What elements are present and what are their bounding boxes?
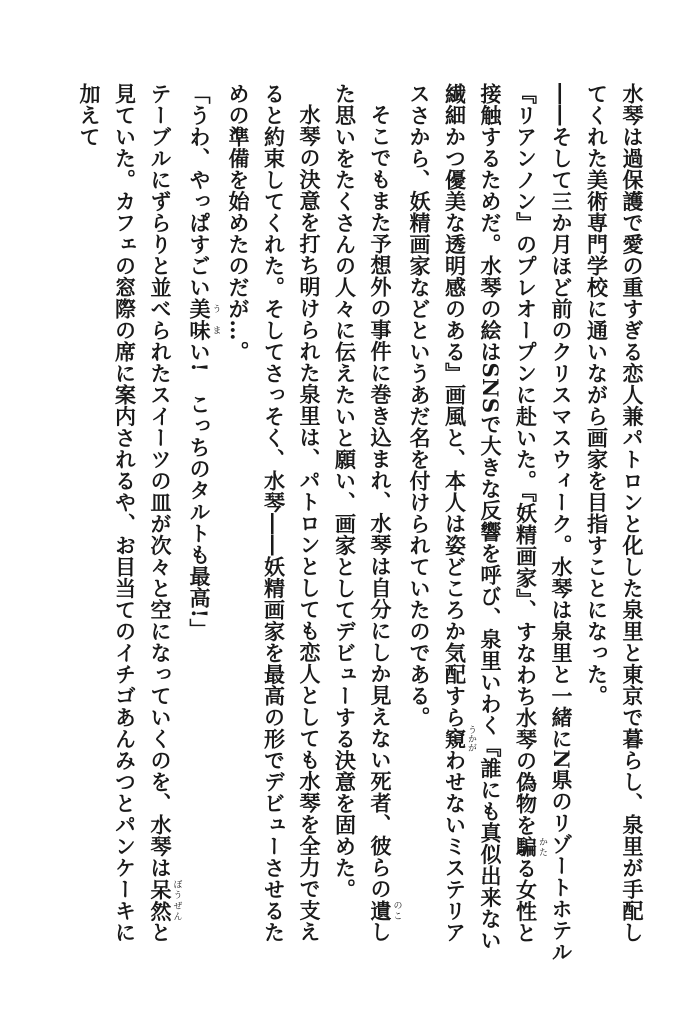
text-run: わせないミステリアスさから、妖精画家などというあだ名を付けられていたのである。 xyxy=(407,83,468,943)
ruby-word xyxy=(442,725,476,753)
text-run: テーブルにずらりと並べられたスイーツの皿が次々と空になっていくのを、水琴は xyxy=(148,83,173,879)
dialogue-paragraph xyxy=(182,83,221,963)
text-run: る女性と接触するためだ。水琴の絵はSNSで大きな反響を呼び、泉里いわく『誰にも真似出来ない繊細かつ優美な透明感のある』画風と、本人は姿どころか気配すら xyxy=(442,83,539,952)
ruby-base: 騙 xyxy=(513,836,539,858)
paragraph xyxy=(327,83,402,963)
ruby-reading: のこ xyxy=(391,899,402,921)
ruby-reading: ぼうぜん xyxy=(171,878,182,922)
text-run: した思いをたくさんの人々に伝えたいと願い、画家としてデビューする決意を固めた。 xyxy=(332,83,393,943)
ruby-base: 美味 xyxy=(187,298,212,341)
ruby-base: 遺 xyxy=(368,899,393,921)
ruby-word xyxy=(187,298,221,341)
paragraph xyxy=(221,83,328,963)
text-run: と見ていた。カフェの窓際の席に案内されるや、お目当てのイチゴあんみつとパンケーキに加えて xyxy=(77,83,173,943)
ruby-reading: うま xyxy=(210,298,221,341)
paragraph xyxy=(72,83,182,963)
ruby-reading: うかが xyxy=(466,725,476,753)
text-run: 「うわ、やっぱすごい xyxy=(187,83,212,298)
text-run: 水琴は過保護で愛の重すぎる恋人兼パトロンと化した泉里と東京で暮らし、泉里が手配してくれた美術専門学校に通いながら画家を目指すことになった。 xyxy=(584,83,645,943)
ruby-word xyxy=(368,899,402,922)
text-run: 水琴の決意を打ち明けられた泉里は、パトロンとしても恋人としても水琴を全力で支えると約束してくれた。そしてさっそく、水琴――妖精画家を最高の形でデビューさせるための準備を始めたのだが…。 xyxy=(226,83,322,943)
ruby-base: 呆然 xyxy=(148,878,173,922)
ruby-word xyxy=(513,836,547,858)
ruby-reading: かた xyxy=(537,836,547,858)
ruby-word xyxy=(148,878,182,922)
ruby-base: 窺 xyxy=(442,725,468,753)
novel-text xyxy=(60,83,650,963)
text-run: ――そして三か月ほど前のクリスマスウィーク。水琴は泉里と一緒にN県のリゾートホテル『リアンノン』のプレオープンに赴いた。『妖精画家』、すなわち水琴の偽物を xyxy=(513,83,574,963)
text-run: い! こっちのタルトも最高!」 xyxy=(187,341,212,640)
paragraph xyxy=(579,83,650,963)
paragraph xyxy=(402,83,580,963)
text-run: そこでもまた予想外の事件に巻き込まれ、水琴は自分にしか見えない死者、彼らの xyxy=(368,104,393,900)
